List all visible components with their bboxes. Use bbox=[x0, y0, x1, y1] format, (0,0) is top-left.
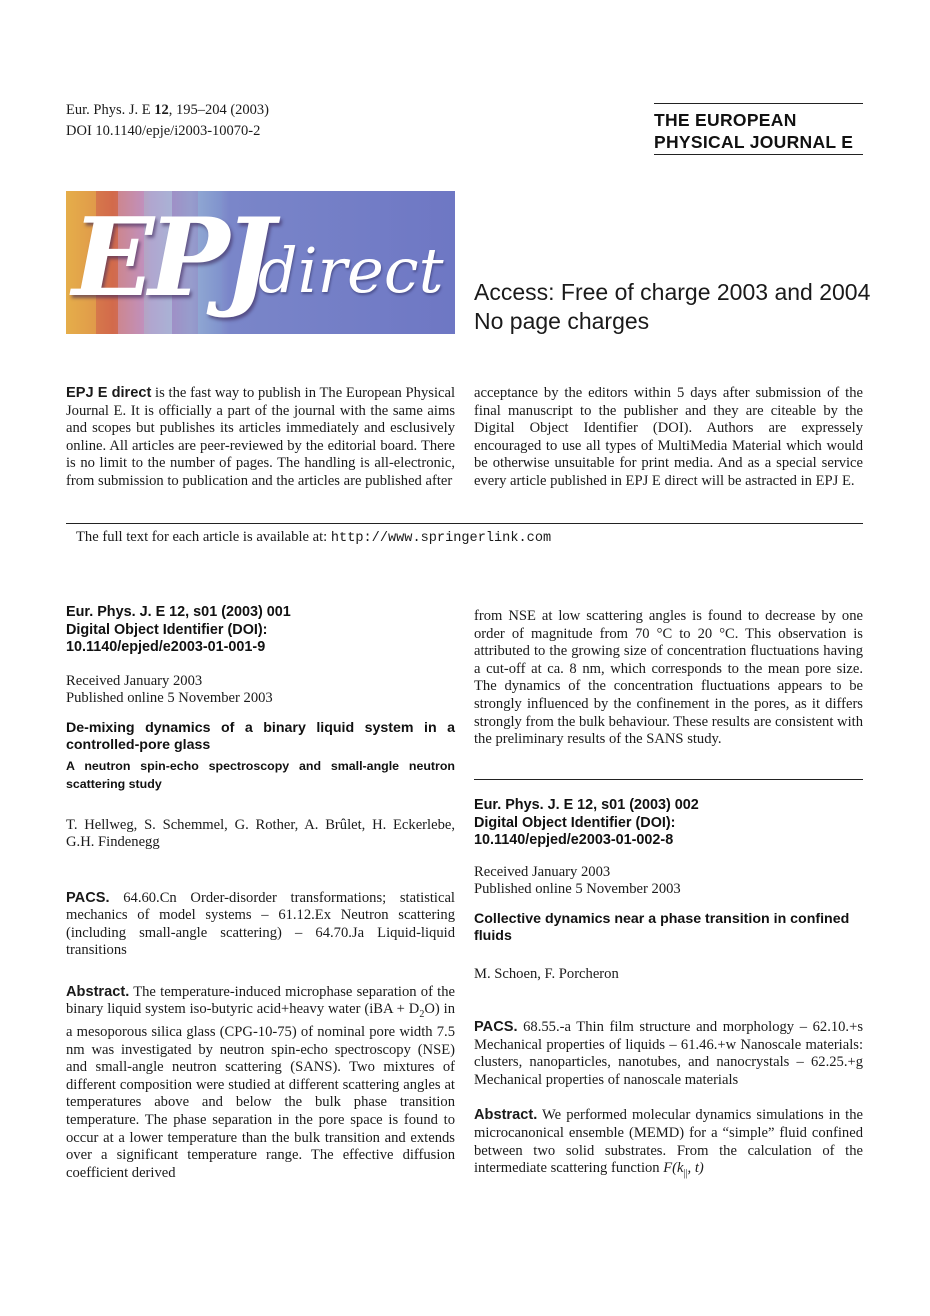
published-date: Published online 5 November 2003 bbox=[474, 881, 681, 897]
article-pacs bbox=[66, 890, 455, 960]
article-subtitle: A neutron spin-echo spectroscopy and small-angle neutron scattering study bbox=[66, 758, 455, 791]
article-doi-label: Digital Object Identifier (DOI): bbox=[66, 621, 268, 638]
abstract-label: Abstract. bbox=[474, 1107, 538, 1124]
pacs-label: PACS. bbox=[474, 1019, 518, 1035]
article-authors: T. Hellweg, S. Schemmel, G. Rother, A. Brûlet, H. Eckerlebe, G.H. Findenegg bbox=[66, 816, 455, 850]
divider bbox=[66, 523, 863, 524]
pacs-text: 68.55.-a Thin film structure and morphology – 62.10.+s Mechanical properties of liquids – 61.46.+w Nanoscale materials: clusters, nanoparticles, nanotubes, and nanocrystals – 62.25.+g Mechanical properties of nanoscale materials bbox=[474, 1019, 863, 1088]
article-abstract bbox=[474, 1107, 863, 1182]
article-dates bbox=[66, 673, 455, 708]
article-doi-label: Digital Object Identifier (DOI): bbox=[474, 814, 676, 831]
abstract-text-continued: O) in a mesoporous silica glass (CPG-10-75) of nominal pore width 7.5 nm was investigated by neutron spin-echo spectroscopy (NSE) and small-angle neutron scattering (SANS). Two mixtures of different composition were studied at different scattering angles at temperatures above and below the bulk phase transition temperature. The phase separation in the pore space is found to occur at a lower temperature than the bulk transition and extends over a significant temperature range. The effective diffusion coefficient derived bbox=[66, 1001, 456, 1181]
article-pacs bbox=[474, 1019, 863, 1089]
received-date: Received January 2003 bbox=[66, 672, 203, 689]
journal-name-line2: PHYSICAL JOURNAL E bbox=[654, 131, 863, 155]
article-002 bbox=[474, 797, 863, 1183]
access-line2: No page charges bbox=[474, 308, 650, 334]
access-line1: Access: Free of charge 2003 and 2004 bbox=[474, 279, 871, 305]
article-reference bbox=[474, 797, 863, 850]
abstract-text: The temperature-induced microphase separation of the binary liquid system iso-butyric acid+heavy water (iBA + D bbox=[66, 983, 455, 1018]
abstract-subscript: 2 bbox=[419, 1009, 425, 1021]
received-date: Received January 2003 bbox=[474, 863, 611, 880]
intro-lead: EPJ E direct bbox=[66, 385, 152, 401]
article-doi[interactable]: 10.1140/epjed/e2003-01-001-9 bbox=[66, 639, 266, 655]
citation-volume: 12 bbox=[154, 102, 169, 118]
doi: DOI 10.1140/epje/i2003-10070-2 bbox=[66, 123, 261, 139]
direct-logo-text: direct bbox=[258, 234, 444, 307]
article-reference bbox=[66, 604, 455, 657]
journal-brand bbox=[654, 103, 863, 155]
article-title: De-mixing dynamics of a binary liquid system in a controlled-pore glass bbox=[66, 719, 455, 753]
abstract-math: F(k bbox=[663, 1160, 684, 1177]
article-title: Collective dynamics near a phase transition in confined fluids bbox=[474, 910, 850, 944]
abstract-text: We performed molecular dynamics simulations in the microcanonical ensemble (MEMD) for a “simple” fluid confined between two solid substrates. From the calculation of the intermediate scattering function bbox=[474, 1107, 863, 1177]
citation-line bbox=[66, 100, 269, 121]
intro-left-column bbox=[66, 385, 455, 491]
article-doi[interactable]: 10.1140/epjed/e2003-01-002-8 bbox=[474, 832, 674, 848]
pacs-text: 64.60.Cn Order-disorder transformations; statistical mechanics of model systems – 61.12.Ex Neutron scattering (including small-angle scattering) – 64.70.Ja Liquid-liquid transitions bbox=[66, 889, 455, 959]
epj-logo-text: EPJ bbox=[72, 195, 269, 321]
intro-left-text bbox=[66, 385, 455, 491]
epj-direct-banner bbox=[66, 191, 455, 334]
springerlink-url[interactable]: http://www.springerlink.com bbox=[330, 531, 552, 546]
article-ref-line: Eur. Phys. J. E 12, s01 (2003) 001 bbox=[66, 604, 291, 620]
article-divider bbox=[474, 779, 863, 780]
intro-left-body: is the fast way to publish in The European Physical Journal E. It is officially a part of the journal with the same aims and scopes but publishes its articles immediately and esclusively online. All articles are peer-reviewed by the editorial board. There is no limit to the number of pages. The handling is all-electronic, from submission to publication and the articles are published after bbox=[66, 385, 456, 489]
fulltext-note bbox=[76, 529, 551, 546]
intro-right-column bbox=[474, 385, 863, 491]
abstract-label: Abstract. bbox=[66, 983, 130, 1000]
journal-name-line1: THE EUROPEAN bbox=[654, 110, 797, 130]
article-001 bbox=[66, 604, 455, 1182]
intro-right-text: acceptance by the editors within 5 days after submission of the final manuscript to the publisher and they are citeable by the Digital Object Identifier (DOI). Authors are expressely encouraged to use all types of MultiMedia Material which would be otherwise unsuitable for print media. And as a special service every article published in EPJ E direct will be astracted in EPJ E. bbox=[474, 385, 863, 489]
article-abstract bbox=[66, 984, 455, 1182]
citation bbox=[66, 100, 269, 142]
citation-prefix: Eur. Phys. J. E bbox=[66, 102, 155, 118]
article-authors: M. Schoen, F. Porcheron bbox=[474, 965, 619, 982]
abstract-math-subscript: || bbox=[683, 1168, 688, 1180]
citation-suffix: , 195–204 (2003) bbox=[168, 102, 270, 118]
article-dates bbox=[474, 864, 863, 899]
fulltext-text: The full text for each article is available at: bbox=[76, 529, 331, 545]
article-001-abstract-continued: from NSE at low scattering angles is found to decrease by one order of magnitude from 70 °C to 20 °C. This observation is attributed to the growing size of concentration fluctuations having a cut-off at ca. 8 nm, which corresponds to the mean pore size. The dynamics of the concentration fluctuations appears to be strongly influenced by the confinement in the pores, as it differs strongly from the bulk behaviour. These results are consistent with the preliminary results of the SANS study. bbox=[474, 608, 863, 748]
published-date: Published online 5 November 2003 bbox=[66, 690, 273, 706]
article-ref-line: Eur. Phys. J. E 12, s01 (2003) 002 bbox=[474, 797, 699, 813]
abstract-math-end: , t) bbox=[687, 1160, 704, 1177]
access-note bbox=[474, 278, 870, 336]
pacs-label: PACS. bbox=[66, 889, 110, 906]
